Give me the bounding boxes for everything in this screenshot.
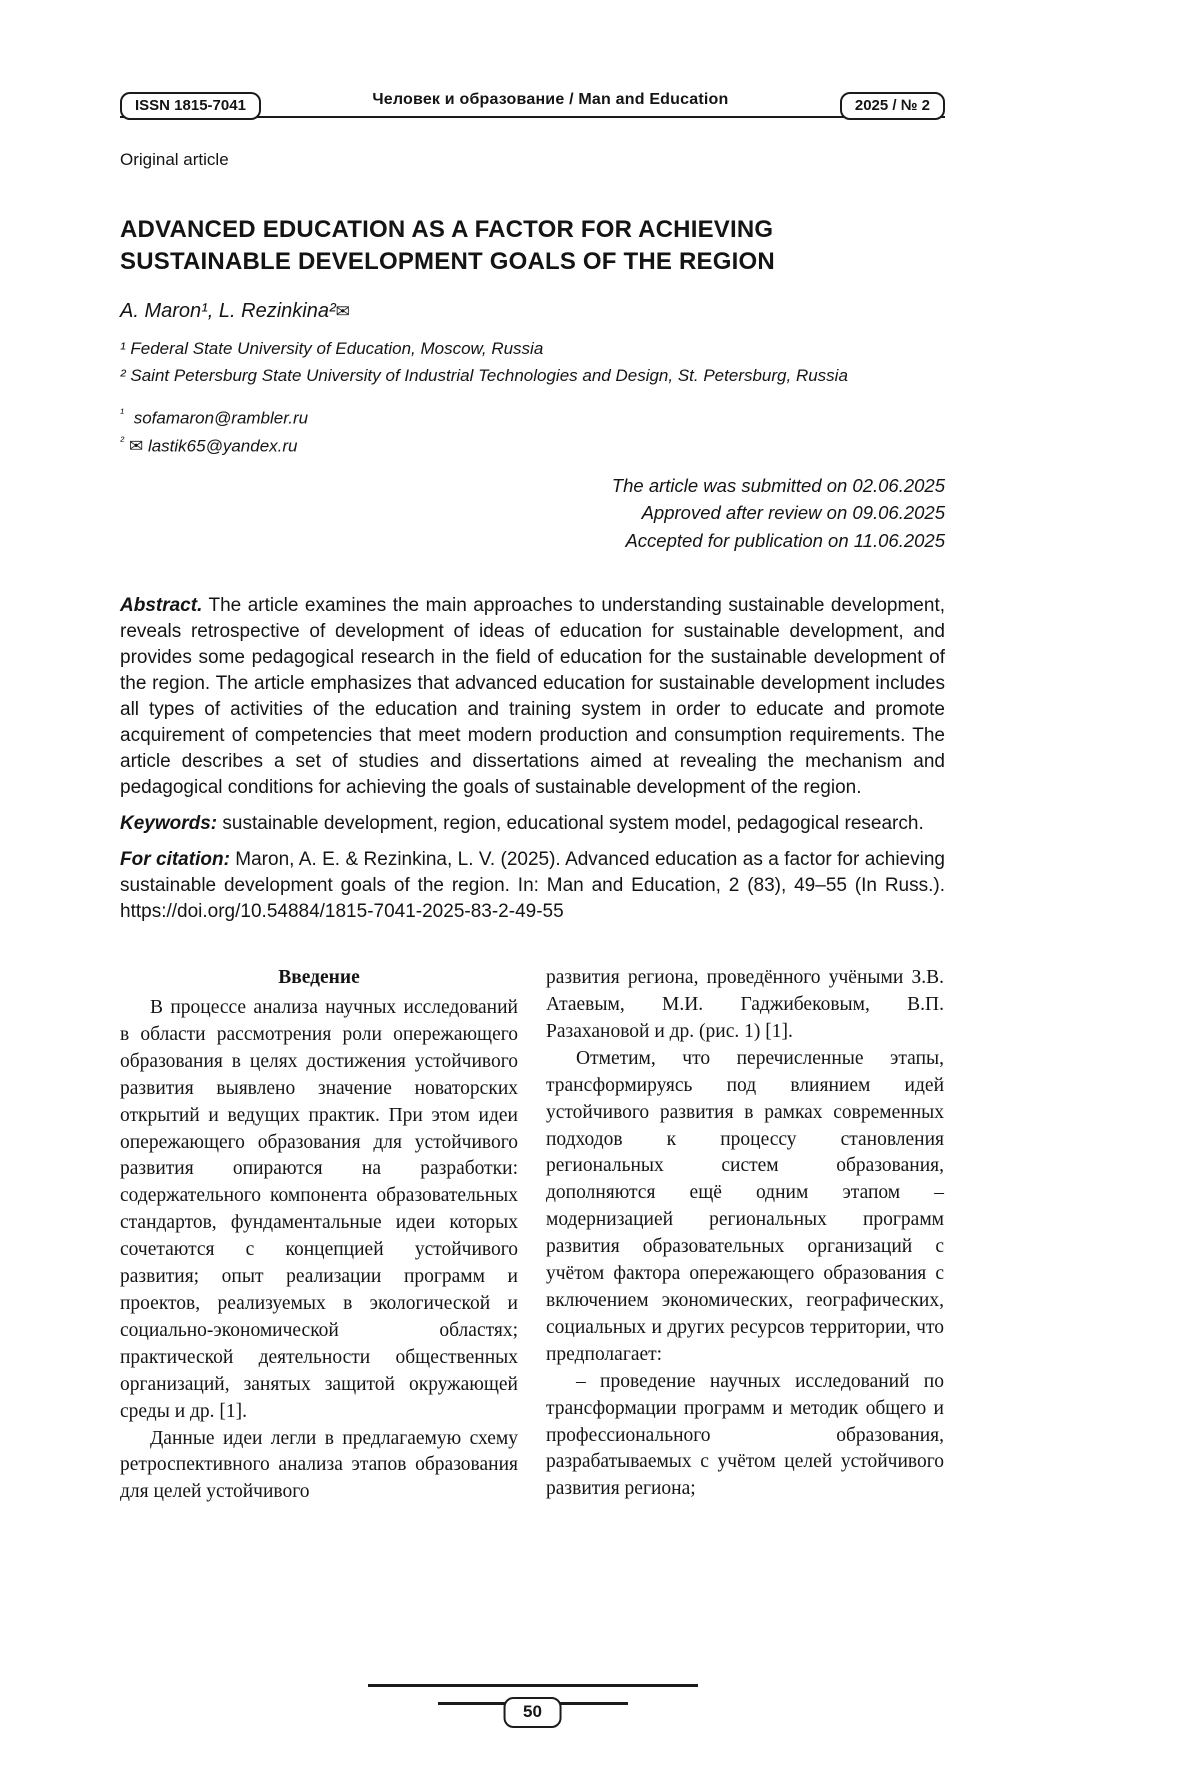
email-marker: ² <box>120 433 124 448</box>
body-paragraph: развития региона, проведённого учёными З.В. Атаевым, М.И. Гаджибековым, В.П. Разахановой и др. (рис. 1) [1]. <box>546 967 944 1042</box>
page-number: 50 <box>503 1697 562 1728</box>
emails <box>120 404 945 460</box>
email-address: lastik65@yandex.ru <box>147 436 298 456</box>
page-content <box>120 0 945 1506</box>
affiliation-line: ² Saint Petersburg State University of Industrial Technologies and Design, St. Petersburg, Russia <box>120 365 848 385</box>
article-body <box>120 965 945 1506</box>
email-line <box>120 404 945 432</box>
affiliation-line: ¹ Federal State University of Education, Moscow, Russia <box>120 339 544 359</box>
abstract-label: Abstract. <box>120 594 203 616</box>
issue-badge: 2025 / № 2 <box>840 92 945 120</box>
body-paragraph: Данные идеи легли в предлагаемую схему ретроспективного анализа этапов образования для целей устойчивого <box>120 1427 518 1503</box>
keywords-text: sustainable development, region, educational system model, pedagogical research. <box>217 813 924 835</box>
keywords-line <box>120 811 945 837</box>
email-icon: ✉ <box>335 302 350 322</box>
left-column <box>120 965 518 1506</box>
approved-date: Approved after review on 09.06.2025 <box>641 502 945 524</box>
email-marker: ¹ <box>120 406 124 420</box>
accepted-date: Accepted for publication on 11.06.2025 <box>625 530 945 552</box>
journal-header <box>120 84 945 118</box>
page-number-block <box>438 1697 628 1737</box>
citation-line <box>120 847 945 925</box>
email-line <box>120 432 945 460</box>
authors-names: A. Maron¹, L. Rezinkina² <box>120 300 336 323</box>
submitted-date: The article was submitted on 02.06.2025 <box>611 474 945 496</box>
authors-line <box>120 300 945 323</box>
section-title: Введение <box>278 967 360 989</box>
abstract-text: The article examines the main approaches to understanding sustainable development, reveals retrospective of development of ideas of education for sustainable development, and provides some pedagogical research in the field of education for the sustainable development of the region. The article emphasizes that advanced education for sustainable development includes all types of activities of the education and training system in order to educate and promote acquirement of competencies that meet modern production and consumption requirements. The article describes a set of studies and dissertations aimed at revealing the mechanism and pedagogical conditions for achieving the goals of sustainable development of the region. <box>120 594 945 799</box>
affiliations <box>120 336 945 389</box>
citation-text: Maron, A. E. & Rezinkina, L. V. (2025). Advanced education as a factor for achieving sustainable development goals of the region. In: Man and Education, 2 (83), 49–55 (In Russ.). https://doi.org/10.54884/1815-7041-2025-83-2-49-55 <box>120 849 945 923</box>
article-type-label: Original article <box>120 150 229 169</box>
submission-dates <box>120 472 945 555</box>
footer-rule <box>368 1684 698 1687</box>
citation-label: For citation: <box>120 849 230 871</box>
email-icon: ✉ <box>128 436 144 456</box>
page-footer <box>120 1684 945 1737</box>
abstract <box>120 593 945 801</box>
issn-badge: ISSN 1815-7041 <box>120 92 261 120</box>
journal-title: Человек и образование / Man and Education <box>372 91 729 108</box>
body-paragraph: В процессе анализа научных исследований в области рассмотрения роли опережающего образования в целях достижения устойчивого развития выявлено значение новаторских открытий и ведущих практик. При этом идеи опережающего образования для устойчивого развития опираются на разработки: содержательного компонента образовательных стандартов, фундаментальные идеи которых сочетаются с концепцией устойчивого развития; опыт реализации программ и проектов, реализуемых в экологической и социально-экономической областях; практической деятельности общественных организаций, занятых защитой окружающей среды и др. [1]. <box>120 997 518 1422</box>
body-paragraph: – проведение научных исследований по трансформации программ и методик общего и профессионального образования, разрабатываемых с учётом целей устойчивого развития региона; <box>546 1370 944 1500</box>
body-paragraph: Отметим, что перечисленные этапы, трансформируясь под влиянием идей устойчивого развития в рамках современных подходов к процессу становления региональных систем образования, дополняются ещё одним этапом – модернизацией региональных программ развития образовательных организаций с учётом фактора опережающего образования с включением экономических, географических, социальных и других ресурсов территории, что предполагает: <box>546 1047 944 1365</box>
email-address: sofamaron@rambler.ru <box>133 408 309 428</box>
keywords-label: Keywords: <box>120 813 218 835</box>
right-column <box>546 965 944 1506</box>
article-title: ADVANCED EDUCATION AS A FACTOR FOR ACHIEVING SUSTAINABLE DEVELOPMENT GOALS OF THE REGION <box>120 216 775 276</box>
